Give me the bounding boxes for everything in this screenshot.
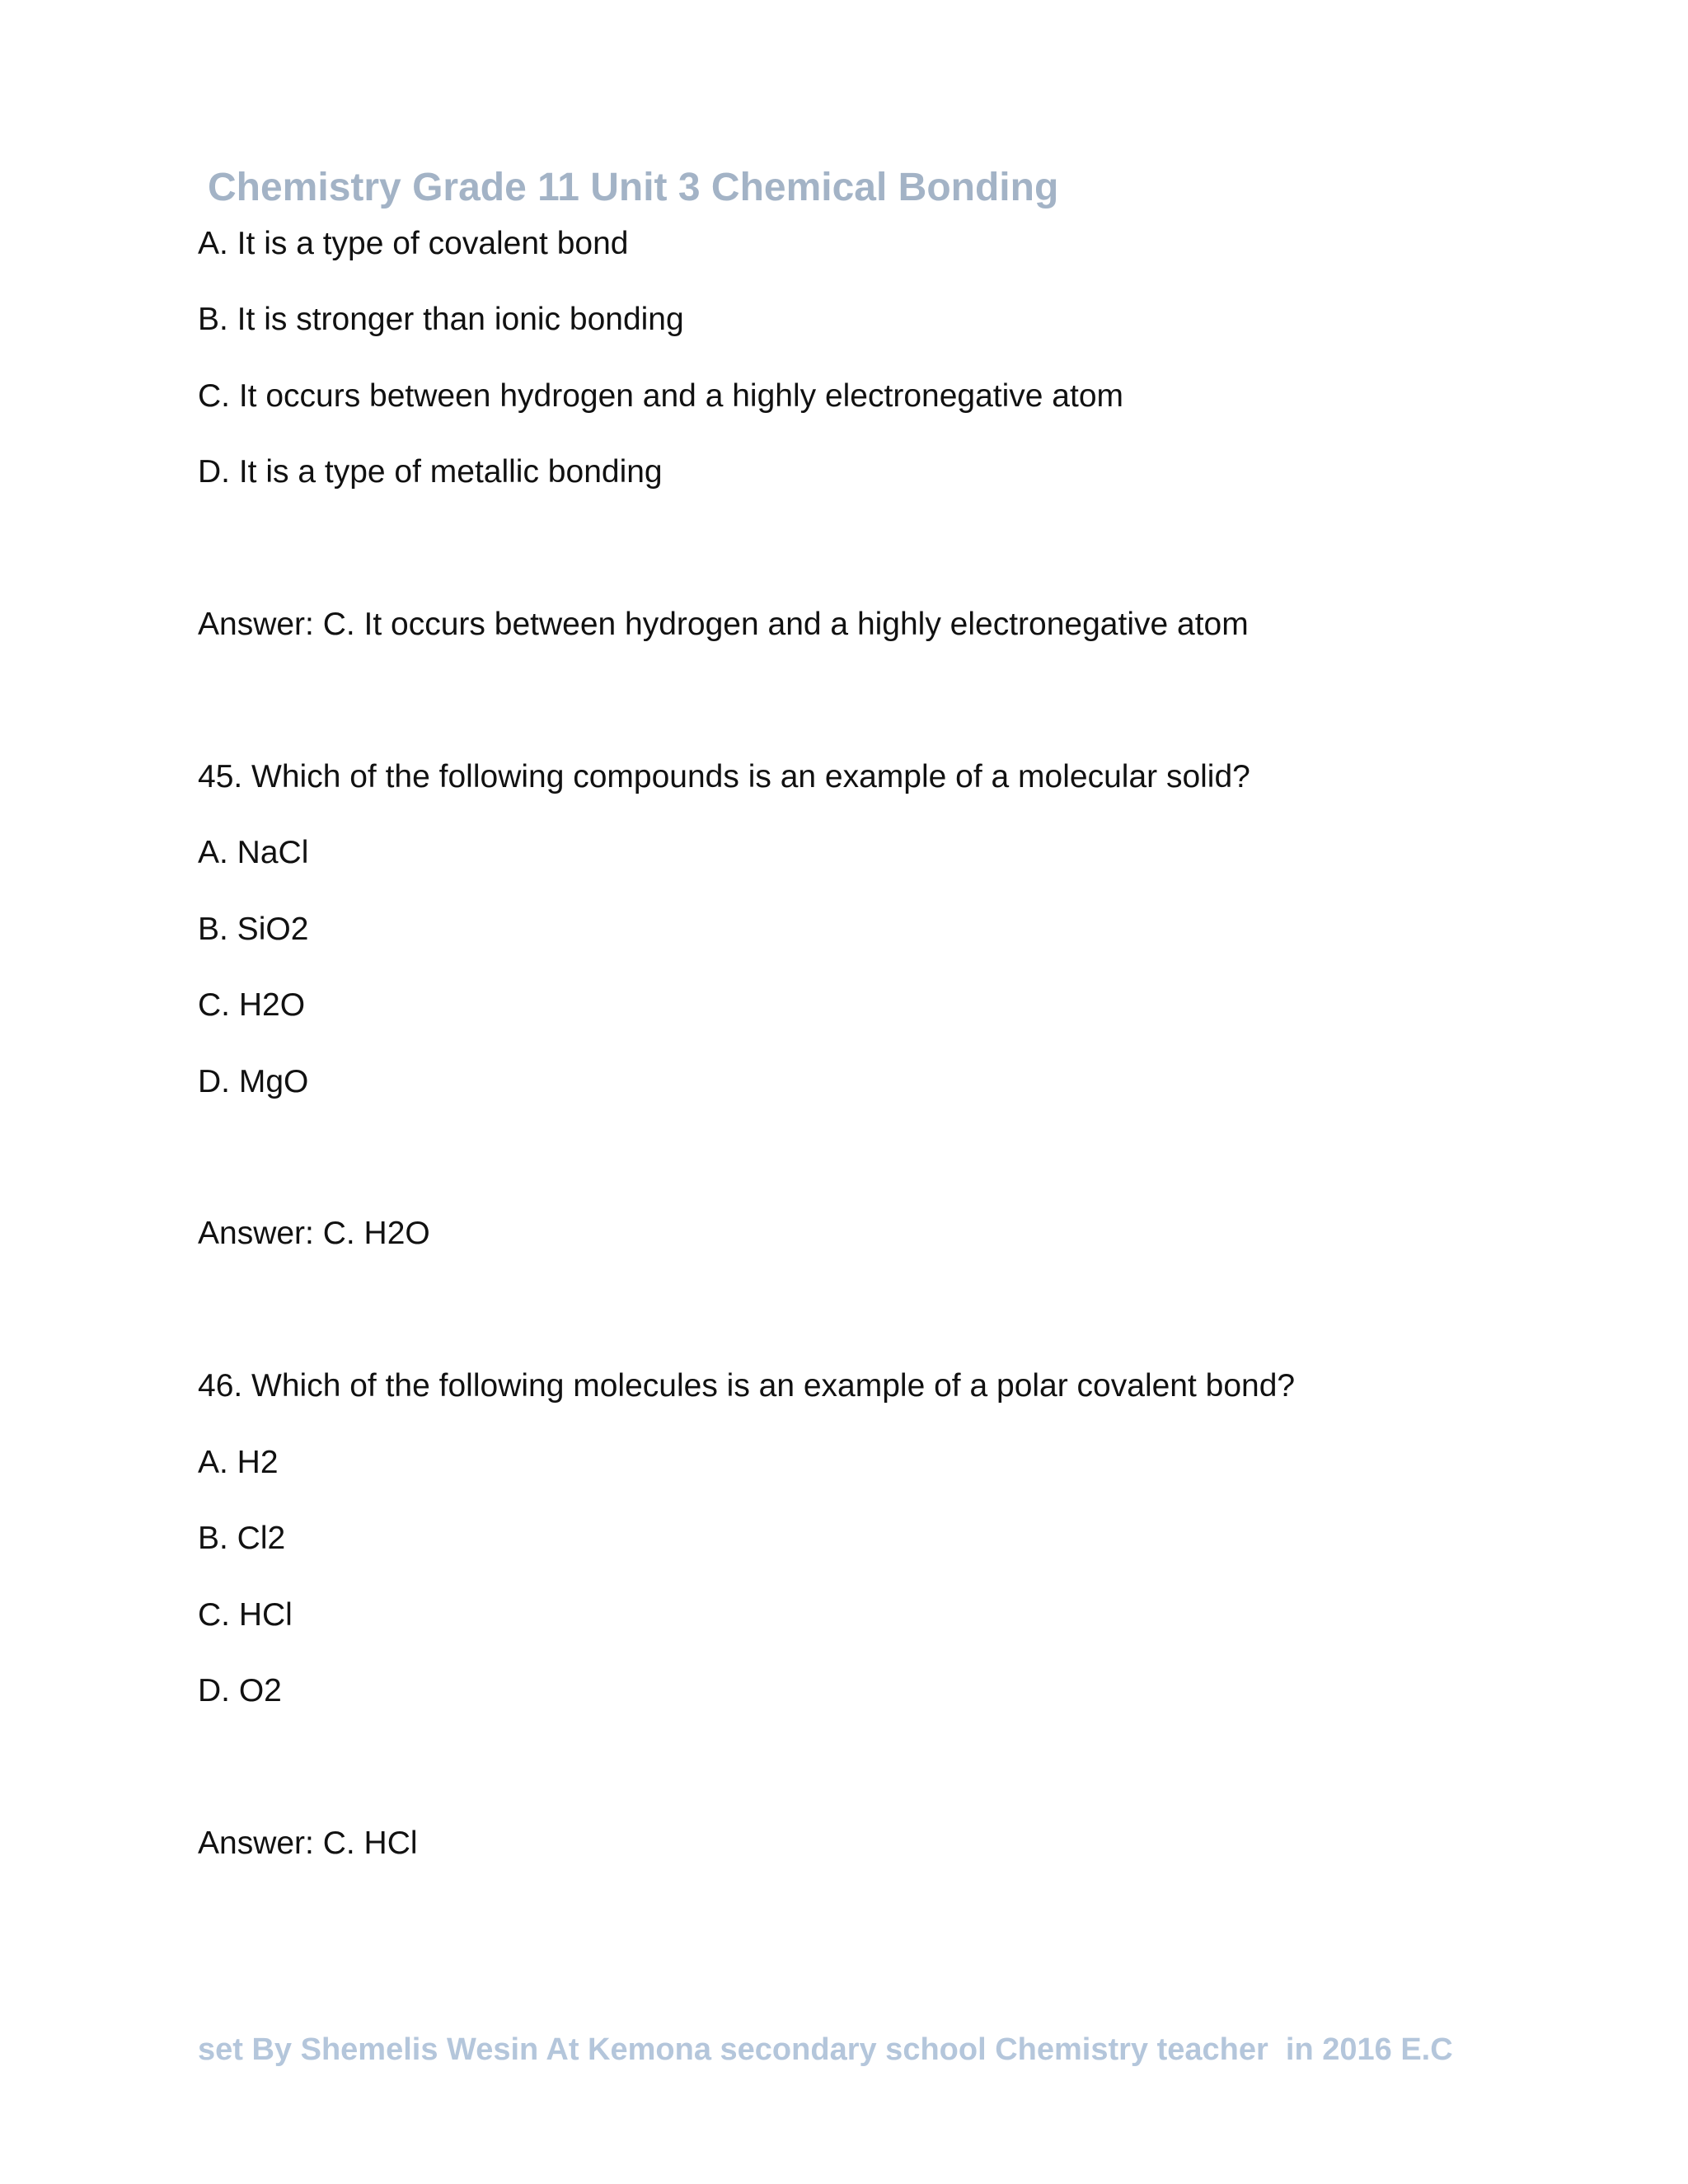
page-footer-note: set By Shemelis Wesin At Kemona secondary school Chemistry teacher in 2016 E.C (198, 2032, 1453, 2067)
option-46-d: D. O2 (198, 1673, 282, 1708)
option-44-c: C. It occurs between hydrogen and a highly electronegative atom (198, 378, 1124, 414)
option-45-a: A. NaCl (198, 835, 309, 870)
option-45-b: B. SiO2 (198, 912, 309, 947)
option-44-b: B. It is stronger than ionic bonding (198, 302, 684, 337)
option-46-a: A. H2 (198, 1445, 279, 1480)
page-header-title: Chemistry Grade 11 Unit 3 Chemical Bonding (208, 166, 1059, 209)
option-46-c: C. HCl (198, 1597, 293, 1633)
answer-45: Answer: C. H2O (198, 1216, 430, 1251)
option-45-d: D. MgO (198, 1064, 309, 1099)
option-44-a: A. It is a type of covalent bond (198, 226, 629, 261)
question-46: 46. Which of the following molecules is an example of a polar covalent bond? (198, 1368, 1296, 1404)
answer-44: Answer: C. It occurs between hydrogen and a highly electronegative atom (198, 607, 1249, 642)
answer-46: Answer: C. HCl (198, 1825, 418, 1861)
question-45: 45. Which of the following compounds is an example of a molecular solid? (198, 759, 1250, 794)
option-44-d: D. It is a type of metallic bonding (198, 454, 663, 490)
option-45-c: C. H2O (198, 987, 306, 1023)
option-46-b: B. Cl2 (198, 1521, 286, 1556)
